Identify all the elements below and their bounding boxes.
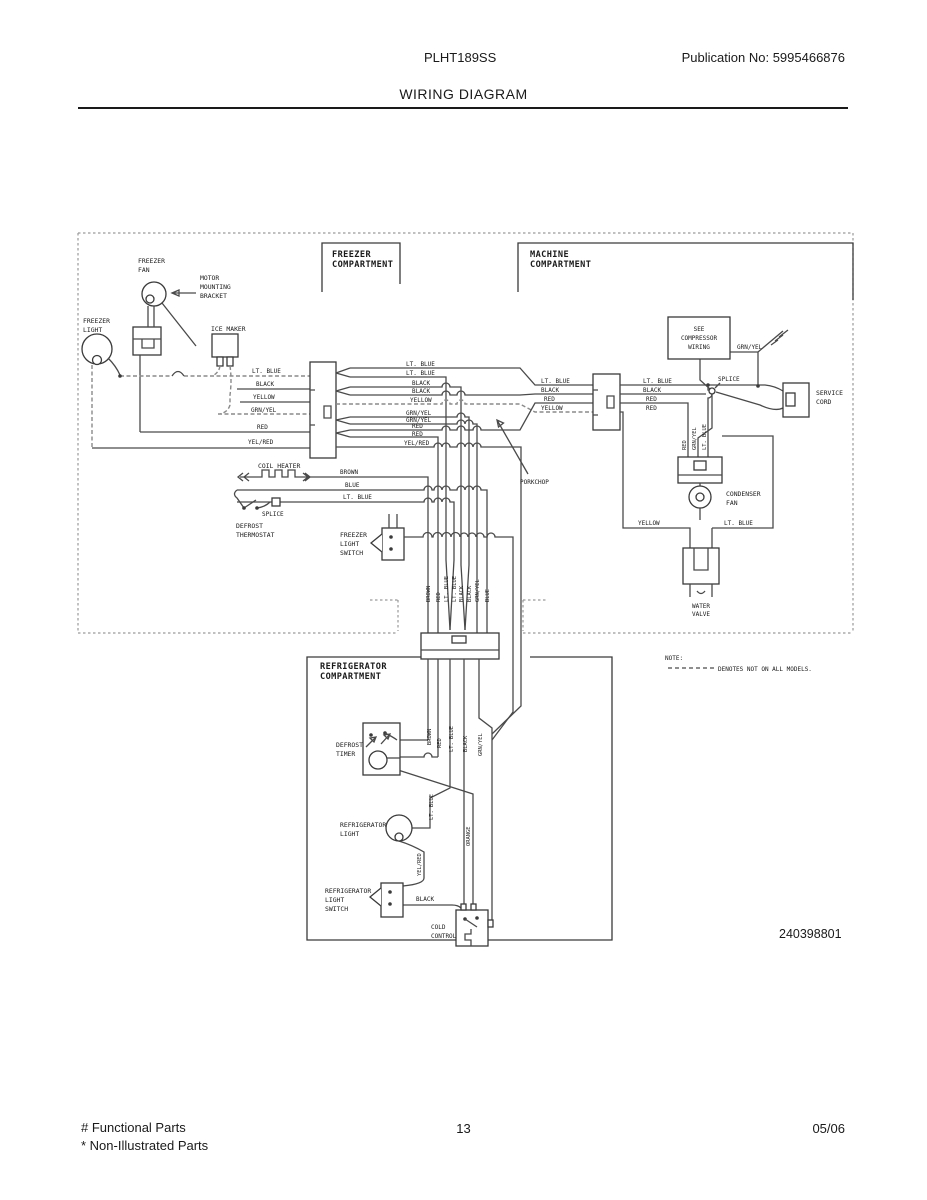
freezer-light-switch-label2: LIGHT [340,540,360,548]
footer-functional-parts: # Functional Parts [81,1120,186,1135]
freezer-fan-label2: FAN [138,266,150,274]
refrigerator-connector [421,633,499,659]
wire-label-lt-blue: LT. BLUE [724,520,753,527]
motor-mounting-bracket-label3: BRACKET [200,292,227,300]
wire-label-black: BLACK [643,387,662,394]
wire-label-grn-yel: GRN/YEL [406,410,432,417]
wire-label-blue: BLUE [485,589,491,602]
wire-label-yellow: YELLOW [410,397,432,404]
service-cord-label: SERVICE [816,389,843,397]
refrigerator-wiring [398,659,492,924]
wire-label-lt-blue: LT. BLUE [702,424,708,450]
motor-mounting-bracket-label: MOTOR [200,274,220,282]
refrigerator-compartment-label2: COMPARTMENT [320,672,382,682]
wire-label-grn-yel: GRN/YEL [251,407,277,414]
defrost-thermostat-label: DEFROST [236,522,263,530]
splice-label: SPLICE [718,376,740,383]
page-title: WIRING DIAGRAM [399,86,528,102]
cold-control-label: COLD [431,924,446,931]
wire-label-black: BLACK [467,585,473,602]
wire-label-yellow: YELLOW [541,405,563,412]
condenser-fan-symbol [678,424,722,520]
wire-label-red: RED [646,396,657,403]
defrost-timer-label: DEFROST [336,741,363,749]
wire-label-red: RED [412,423,423,430]
machine-compartment-label2: COMPARTMENT [530,260,592,270]
wire-label-yel-red: YEL/RED [404,440,430,447]
freezer-light-label: FREEZER [83,317,110,325]
wire-label-lt-blue: LT. BLUE [444,576,450,602]
wire-label-red: RED [544,396,555,403]
machine-compartment-label: MACHINE [530,250,570,260]
wire-label-black: BLACK [463,735,469,752]
refrigerator-light-symbol [386,815,412,841]
wire-label-lt-blue: LT. BLUE [252,368,281,375]
freezer-compartment-label2: COMPARTMENT [332,260,394,270]
freezer-connector [310,362,336,458]
wire-label-orange: ORANGE [466,826,472,846]
water-valve-symbol [683,548,719,597]
wire-label-yellow: YELLOW [253,394,275,401]
defrost-timer-symbol [363,723,400,775]
freezer-light-switch-label: FREEZER [340,531,367,539]
footer-date: 05/06 [812,1121,845,1136]
wire-label-grn-yel: GRN/YEL [475,579,481,602]
harness-wire-labels [426,576,491,602]
wire-label-black: BLACK [459,585,465,602]
compressor-label: SEE [693,326,705,333]
wire-label-blue: BLUE [345,482,360,489]
wire-label-red: RED [412,431,423,438]
refrigerator-light-switch-symbol [370,883,403,917]
freezer-compartment-label: FREEZER [332,250,372,260]
wire-label-black: BLACK [541,387,560,394]
cold-control-label2: CONTROL [431,933,457,940]
wire-label-lt-blue: LT. BLUE [343,494,372,501]
machine-connector [593,374,620,430]
wire-label-lt-blue: LT. BLUE [452,576,458,602]
note-text: DENOTES NOT ON ALL MODELS. [718,666,812,673]
splice-label: SPLICE [262,511,284,518]
freezer-fan-label: FREEZER [138,257,165,265]
wire-label-red: RED [436,592,442,602]
cold-control-symbol [456,904,493,946]
wire-label-brown: BROWN [340,469,359,476]
water-valve-label: WATER [691,603,711,610]
wire-label-black: BLACK [256,381,275,388]
porkchop-label: PORKCHOP [520,479,549,486]
wire-label-red: RED [682,440,688,450]
wire-label-red: RED [257,424,268,431]
compressor-label3: WIRING [688,344,710,351]
compressor-label2: COMPRESSOR [680,335,718,342]
wire-label-yellow: YELLOW [638,520,660,527]
refrigerator-light-switch-label3: SWITCH [325,905,349,913]
refrigerator-compartment-label: REFRIGERATOR [320,662,387,672]
wire-label-red: RED [646,405,657,412]
wire-label-red: RED [437,738,443,748]
refrigerator-light-switch-label: REFRIGERATOR [325,887,372,895]
wire-label-lt-blue: LT. BLUE [406,361,435,368]
wire-label-lt-blue: LT. BLUE [449,726,455,752]
wire-label-black: BLACK [416,896,435,903]
freezer-light-switch-label3: SWITCH [340,549,364,557]
water-valve-label2: VALVE [691,611,711,618]
condenser-fan-label: CONDENSER [726,490,761,498]
diagram-part-number: 240398801 [779,927,842,941]
ice-maker-label: ICE MAKER [211,325,246,333]
freezer-light-label2: LIGHT [83,326,103,334]
service-cord-symbol [783,383,809,417]
wire-label-grn-yel: GRN/YEL [406,417,432,424]
freezer-light-symbol [82,334,310,448]
wire-label-brown: BROWN [426,585,432,602]
wire-label-lt-blue: LT. BLUE [541,378,570,385]
condenser-fan-label2: FAN [726,499,738,507]
note-label: NOTE: [665,655,684,662]
footer-page-number: 13 [456,1121,471,1136]
wire-label-grn-yel: GRN/YEL [737,344,763,351]
wire-label-black: BLACK [412,380,431,387]
defrost-timer-label2: TIMER [336,750,356,758]
refrigerator-light-switch-label2: LIGHT [325,896,345,904]
wire-label-grn-yel: GRN/YEL [478,733,484,756]
freezer-fan-symbol [133,282,196,432]
freezer-light-switch-symbol [371,514,513,740]
wire-label-black: BLACK [412,388,431,395]
defrost-thermostat-label2: THERMOSTAT [236,531,275,539]
footer-non-illustrated-parts: * Non-Illustrated Parts [81,1138,209,1153]
service-cord-label2: CORD [816,398,832,406]
coil-heater-label: COIL HEATER [258,462,301,470]
wire-label-yel-red: YEL/RED [248,439,274,446]
wire-label-brown: BROWN [427,728,433,745]
wire-label-lt-blue: LT. BLUE [429,794,435,820]
motor-mounting-bracket-label2: MOUNTING [200,283,231,291]
wire-label-lt-blue: LT. BLUE [643,378,672,385]
refrigerator-light-label: REFRIGERATOR [340,821,387,829]
wire-label-grn-yel: GRN/YEL [692,427,698,450]
freezer-trunk-wires [92,389,310,448]
wire-label-lt-blue: LT. BLUE [406,370,435,377]
refrigerator-light-label2: LIGHT [340,830,360,838]
wire-label-yel-red: YEL/RED [417,853,423,876]
publication-number: Publication No: 5995466876 [681,50,845,65]
model-number: PLHT189SS [424,50,497,65]
